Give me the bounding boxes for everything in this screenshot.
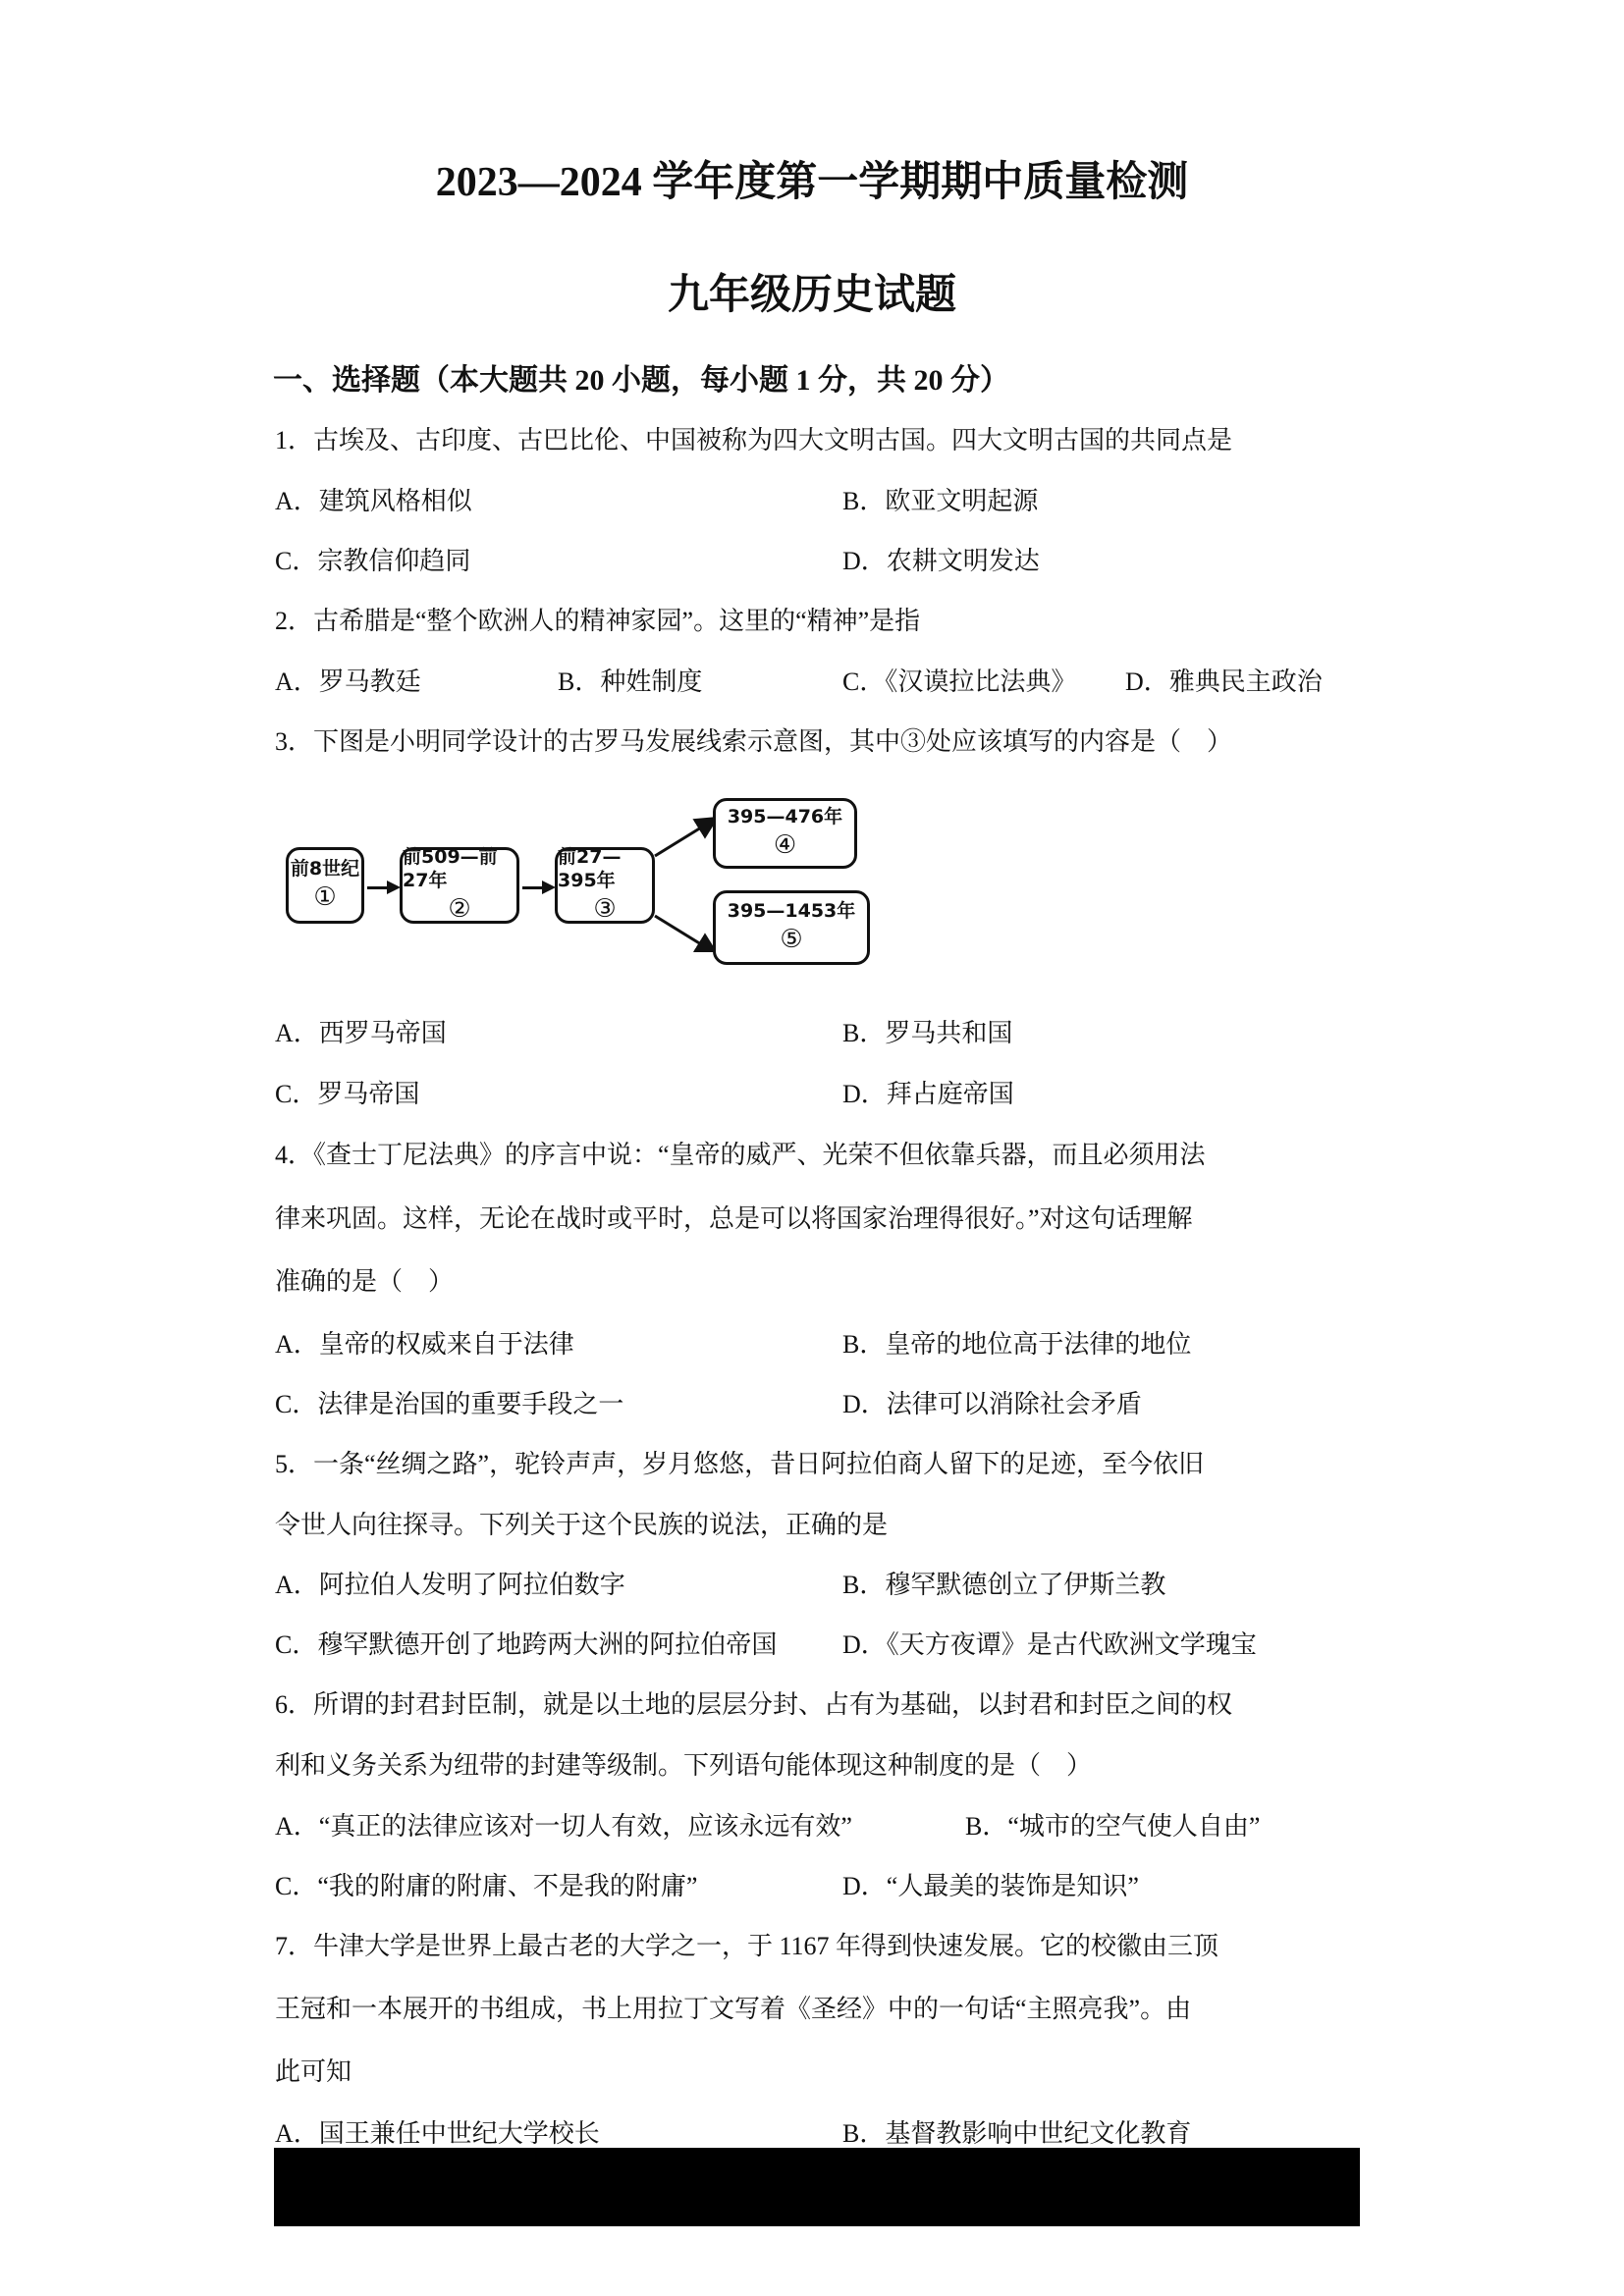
question-1-stem: 1．古埃及、古印度、古巴比伦、中国被称为四大文明古国。四大文明古国的共同点是 — [275, 426, 1233, 454]
question-4-option-d: D．法律可以消除社会矛盾 — [842, 1390, 1142, 1418]
question-6-option-d: D．“人最美的装饰是知识” — [842, 1872, 1139, 1900]
timeline-box-3-date: 前27—395年 — [558, 846, 622, 891]
question-6-stem-line-1: 6．所谓的封君封臣制，就是以土地的层层分封、占有为基础，以封君和封臣之间的权 — [275, 1690, 1233, 1719]
timeline-box-4-marker: ④ — [773, 829, 797, 860]
question-6-option-a: A．“真正的法律应该对一切人有效，应该永远有效” — [275, 1812, 852, 1841]
question-4-option-b: B．皇帝的地位高于法律的地位 — [842, 1330, 1192, 1359]
question-4-stem-line-1: 4．《查士丁尼法典》的序言中说：“皇帝的威严、光荣不但依靠兵器，而且必须用法 — [275, 1141, 1206, 1169]
question-7-option-b: B．基督教影响中世纪文化教育 — [842, 2119, 1192, 2148]
question-5-option-a: A．阿拉伯人发明了阿拉伯数字 — [275, 1571, 625, 1599]
timeline-box-1-marker: ① — [313, 881, 337, 912]
timeline-box-1 — [286, 847, 364, 924]
timeline-box-3-marker: ③ — [593, 893, 617, 924]
rome-timeline-diagram — [280, 785, 1095, 972]
question-5-option-c: C．穆罕默德开创了地跨两大洲的阿拉伯帝国 — [275, 1630, 778, 1659]
question-3-option-b: B．罗马共和国 — [842, 1019, 1013, 1047]
question-6-option-b: B．“城市的空气使人自由” — [965, 1812, 1261, 1841]
question-5-stem-line-1: 5．一条“丝绸之路”，驼铃声声，岁月悠悠，昔日阿拉伯商人留下的足迹，至今依旧 — [275, 1450, 1205, 1478]
timeline-box-1-date: 前8世纪 — [290, 857, 360, 880]
branch-arrows — [653, 805, 722, 952]
question-2-option-c: C．《汉谟拉比法典》 — [842, 667, 1077, 696]
question-4-option-a: A．皇帝的权威来自于法律 — [275, 1330, 574, 1359]
question-3-option-d: D．拜占庭帝国 — [842, 1080, 1014, 1108]
timeline-box-2 — [400, 847, 519, 924]
question-4-stem-line-2: 律来巩固。这样，无论在战时或平时，总是可以将国家治理得很好。”对这句话理解 — [275, 1204, 1193, 1233]
arrow-2-to-3 — [522, 886, 552, 889]
question-7-stem-line-3: 此可知 — [275, 2057, 352, 2086]
question-2-stem: 2．古希腊是“整个欧洲人的精神家园”。这里的“精神”是指 — [275, 607, 921, 635]
timeline-box-5-date: 395—1453年 — [727, 899, 856, 922]
arrow-1-to-2 — [367, 886, 397, 889]
question-3-option-a: A．西罗马帝国 — [275, 1019, 447, 1047]
question-4-stem-line-3: 准确的是（ ） — [275, 1267, 455, 1296]
question-6-option-c: C．“我的附庸的附庸、不是我的附庸” — [275, 1872, 698, 1900]
question-2-option-a: A．罗马教廷 — [275, 667, 421, 696]
timeline-box-3 — [555, 847, 655, 924]
question-5-option-d: D．《天方夜谭》是古代欧洲文学瑰宝 — [842, 1630, 1257, 1659]
exam-subtitle: 九年级历史试题 — [667, 273, 956, 318]
exam-title: 2023—2024 学年度第一学期期中质量检测 — [435, 160, 1189, 205]
question-3-option-c: C．罗马帝国 — [275, 1080, 420, 1108]
timeline-box-5 — [713, 890, 870, 965]
question-1-option-c: C．宗教信仰趋同 — [275, 547, 471, 575]
question-2-option-d: D．雅典民主政治 — [1125, 667, 1323, 696]
timeline-box-2-date: 前509—前27年 — [403, 846, 498, 891]
question-5-stem-line-2: 令世人向往探寻。下列关于这个民族的说法，正确的是 — [275, 1511, 889, 1539]
question-6-stem-line-2: 利和义务关系为纽带的封建等级制。下列语句能体现这种制度的是（ ） — [275, 1751, 1093, 1780]
question-1-option-a: A．建筑风格相似 — [275, 487, 472, 515]
question-5-option-b: B．穆罕默德创立了伊斯兰教 — [842, 1571, 1166, 1599]
question-7-option-a: A．国王兼任中世纪大学校长 — [275, 2119, 600, 2148]
question-2-option-b: B．种姓制度 — [558, 667, 703, 696]
timeline-box-2-marker: ② — [448, 893, 471, 924]
question-1-option-d: D．农耕文明发达 — [842, 547, 1040, 575]
question-7-stem-line-1: 7．牛津大学是世界上最古老的大学之一，于 1167 年得到快速发展。它的校徽由三顶 — [275, 1932, 1219, 1960]
question-4-option-c: C．法律是治国的重要手段之一 — [275, 1390, 624, 1418]
question-1-option-b: B．欧亚文明起源 — [842, 487, 1039, 515]
section-heading: 一、选择题（本大题共 20 小题，每小题 1 分，共 20 分） — [273, 364, 1009, 397]
question-3-stem: 3．下图是小明同学设计的古罗马发展线索示意图，其中③处应该填写的内容是（ ） — [275, 727, 1233, 756]
timeline-box-4 — [713, 798, 857, 869]
question-7-stem-line-2: 王冠和一本展开的书组成，书上用拉丁文写着《圣经》中的一句话“主照亮我”。由 — [275, 1995, 1192, 2023]
redaction-bar — [274, 2148, 1360, 2226]
timeline-box-5-marker: ⑤ — [780, 924, 803, 954]
timeline-box-4-date: 395—476年 — [727, 805, 843, 828]
